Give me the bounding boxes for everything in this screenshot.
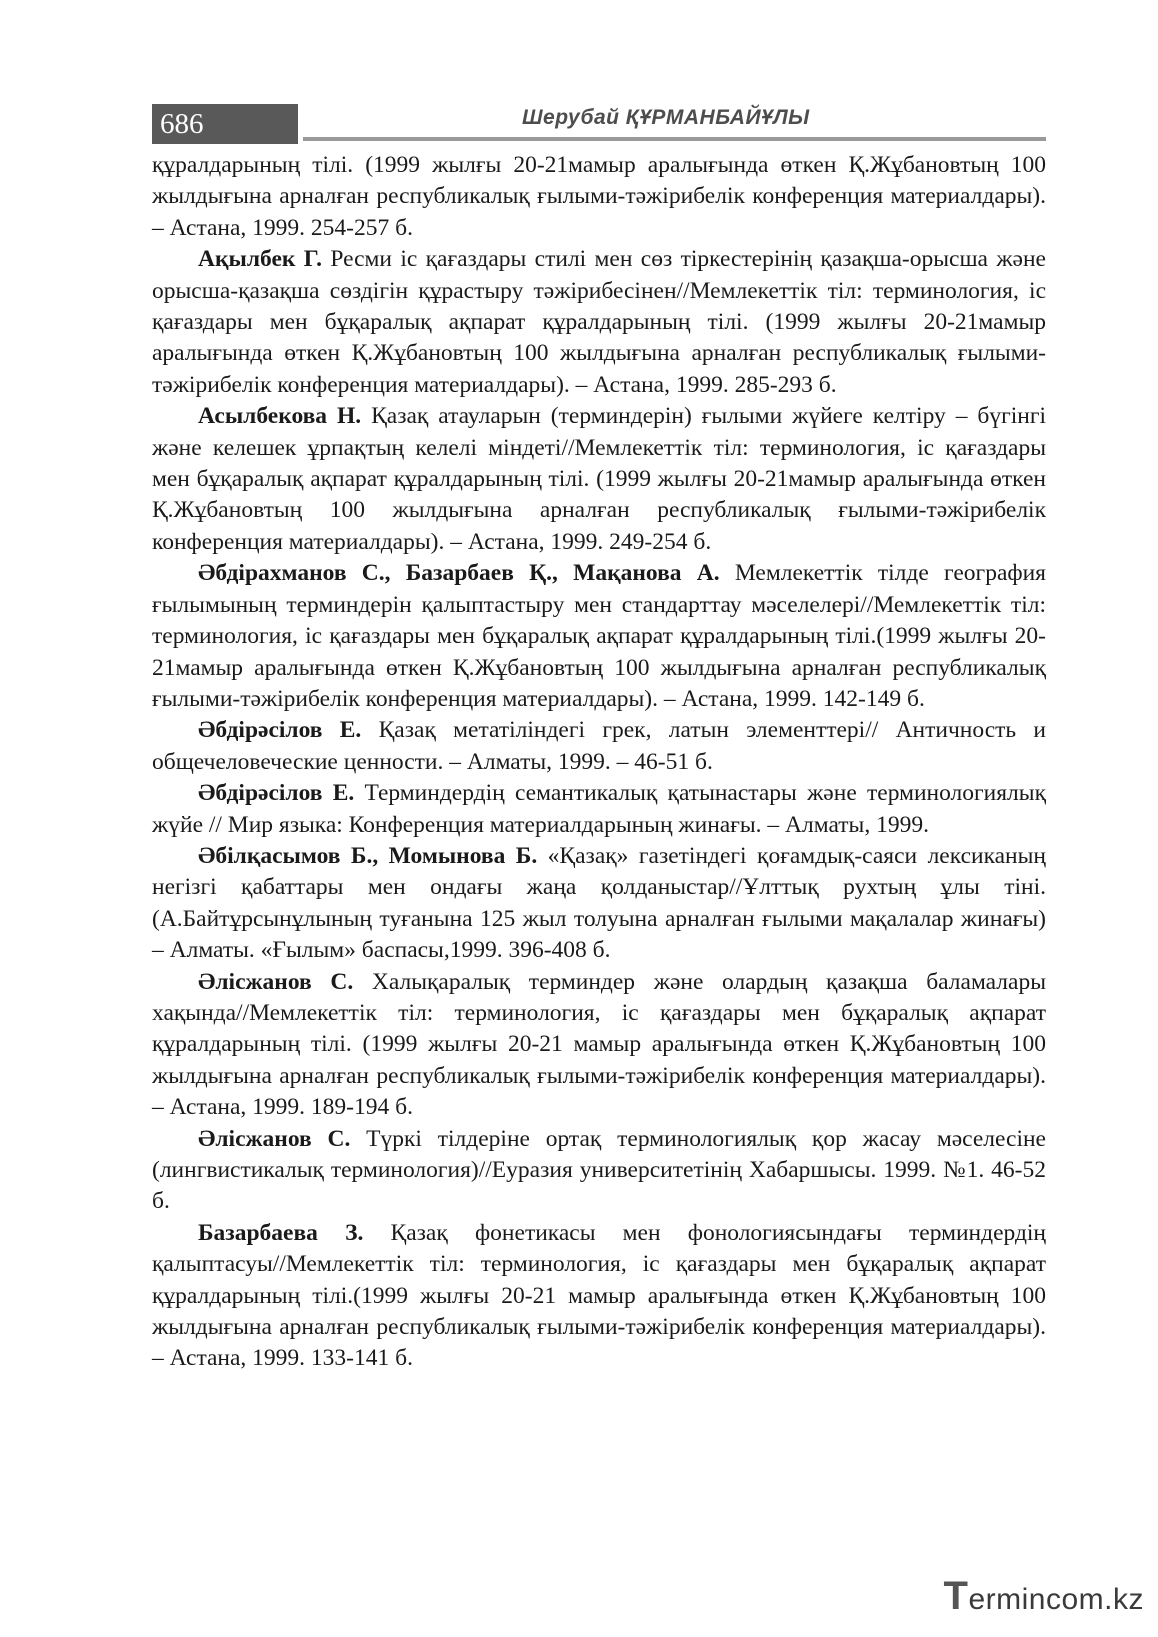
entry-text: Терминдердің семантикалық қатынастары және терминологиялық жүйе // Мир языка: Конференция материалдарының жинағы. – Алматы, 1999.: [152, 780, 1046, 838]
entry-text: Қазақ фонетикасы мен фонологиясындағы терминдердің қалыптасуы//Мемлекеттік тіл: терминология, іс қағаздары мен бұқаралық ақпарат құралдарының тілі.(1999 жылғы 20-21 мамыр аралығында өткен Қ.Жұбановтың 100 жылдығына арналған республикалық ғылыми-тәжірибелік конференция материалдары). – Астана, 1999. 133-141 б.: [152, 1219, 1046, 1372]
watermark-initial: T: [943, 1574, 969, 1618]
entry-author: Әбдірахманов С., Базарбаев Қ., Мақанова А.: [198, 560, 720, 587]
entry-text: Ресми іс қағаздары стилі мен сөз тіркестерінің қазақша-орысша және орысша-қазақша сөздігін құрастыру тәжірибесінен//Мемлекеттік тіл: терминология, іс қағаздары мен бұқаралық ақпарат құралдарының тілі. (1999 жылғы 20-21мамыр аралығында өткен Қ.Жұбановтың 100 жылдығына арналған республикалық ғылыми-тәжірибелік конференция материалдары). – Астана, 1999. 285-293 б.: [152, 246, 1046, 398]
entry-author: Ақылбек Г.: [198, 246, 322, 273]
bibliography-entry: [152, 1124, 1046, 1218]
bibliography-entry: [152, 401, 1046, 558]
entry-text: Мемлекеттік тілде география ғылымының терминдерін қалыптастыру мен стандарттау мәселелері//Мемлекеттік тіл: терминология, іс қағаздары мен бұқаралық ақпарат құралдарының тілі.(1999 жылғы 20-21мамыр аралығында өткен Қ.Жұбановтың 100 жылдығына арналған республикалық ғылыми-тәжірибелік конференция материалдары). – Астана, 1999. 142-149 б.: [152, 560, 1046, 712]
bibliography-entry: [152, 841, 1046, 967]
entry-text: Түркі тілдеріне ортақ терминологиялық қор жасау мәселесіне (лингвистикалық терминология)//Еуразия университетінің Хабаршысы. 1999. №1. 46-52 б.: [152, 1125, 1046, 1215]
entry-author: Базарбаева З.: [198, 1219, 364, 1246]
bibliography-entry: [152, 967, 1046, 1124]
header-rule: [303, 137, 1046, 141]
entry-text: Халықаралық терминдер және олардың қазақша баламалары хақында//Мемлекеттік тіл: терминология, іс қағаздары мен бұқаралық ақпарат құралдарының тілі. (1999 жылғы 20-21 мамыр аралығында өткен Қ.Жұбановтың 100 жылдығына арналған республикалық ғылыми-тәжірибелік конференция материалдары). – Астана, 1999. 189-194 б.: [152, 968, 1046, 1121]
continuation-text: құралдарының тілі. (1999 жылғы 20-21мамыр аралығында өткен Қ.Жұбановтың 100 жылдығына арналған республикалық ғылыми-тәжірибелік конференция материалдары). – Астана, 1999. 254-257 б.: [152, 152, 1046, 241]
entry-text: Қазақ метатіліндегі грек, латын элементтері// Античность и общечеловеческие ценности. – Алматы, 1999. – 46-51 б.: [152, 717, 1046, 775]
entry-author: Әбдірәсілов Е.: [198, 780, 355, 807]
entry-author: Әлісжанов С.: [198, 968, 354, 995]
entry-text: «Қазақ» газетіндегі қоғамдық-саяси лексиканың негізгі қабаттары мен ондағы жаңа қолданыстар//Ұлттық рухтың ұлы тіні. (А.Байтұрсынұлының туғанына 125 жыл толуына арналған ғылыми мақалалар жинағы) – Алматы. «Ғылым» баспасы,1999. 396-408 б.: [152, 842, 1047, 964]
entry-author: Асылбекова Н.: [198, 403, 362, 430]
bibliography-entry: [152, 715, 1046, 778]
watermark-text: ermincom.kz: [968, 1583, 1144, 1616]
bibliography-entry: [152, 558, 1046, 715]
entry-text: Қазақ атауларын (терминдерін) ғылыми жүйеге келтіру – бүгінгі және келешек ұрпақтың келелі міндеті//Мемлекеттік тіл: терминология, іс қағаздары мен бұқаралық ақпарат құралдарының тілі. (1999 жылғы 20-21мамыр аралығында өткен Қ.Жұбановтың 100 жылдығына арналған республикалық ғылыми-тәжірибелік конференция материалдары). – Астана, 1999. 249-254 б.: [152, 403, 1046, 555]
bibliography: [152, 150, 1046, 1375]
bibliography-entry: [152, 244, 1046, 401]
page-header: [152, 104, 1046, 146]
entry-author: Әлісжанов С.: [198, 1125, 351, 1152]
bibliography-entry: [152, 1218, 1046, 1375]
site-watermark: [944, 1574, 1144, 1619]
entry-author: Әбдірәсілов Е.: [198, 717, 362, 744]
page-number: 686: [152, 104, 298, 144]
bibliography-entry: [152, 778, 1046, 841]
entry-author: Әбілқасымов Б., Момынова Б.: [198, 842, 538, 869]
running-title: Шерубай ҚҰРМАНБАЙҰЛЫ: [522, 106, 810, 129]
